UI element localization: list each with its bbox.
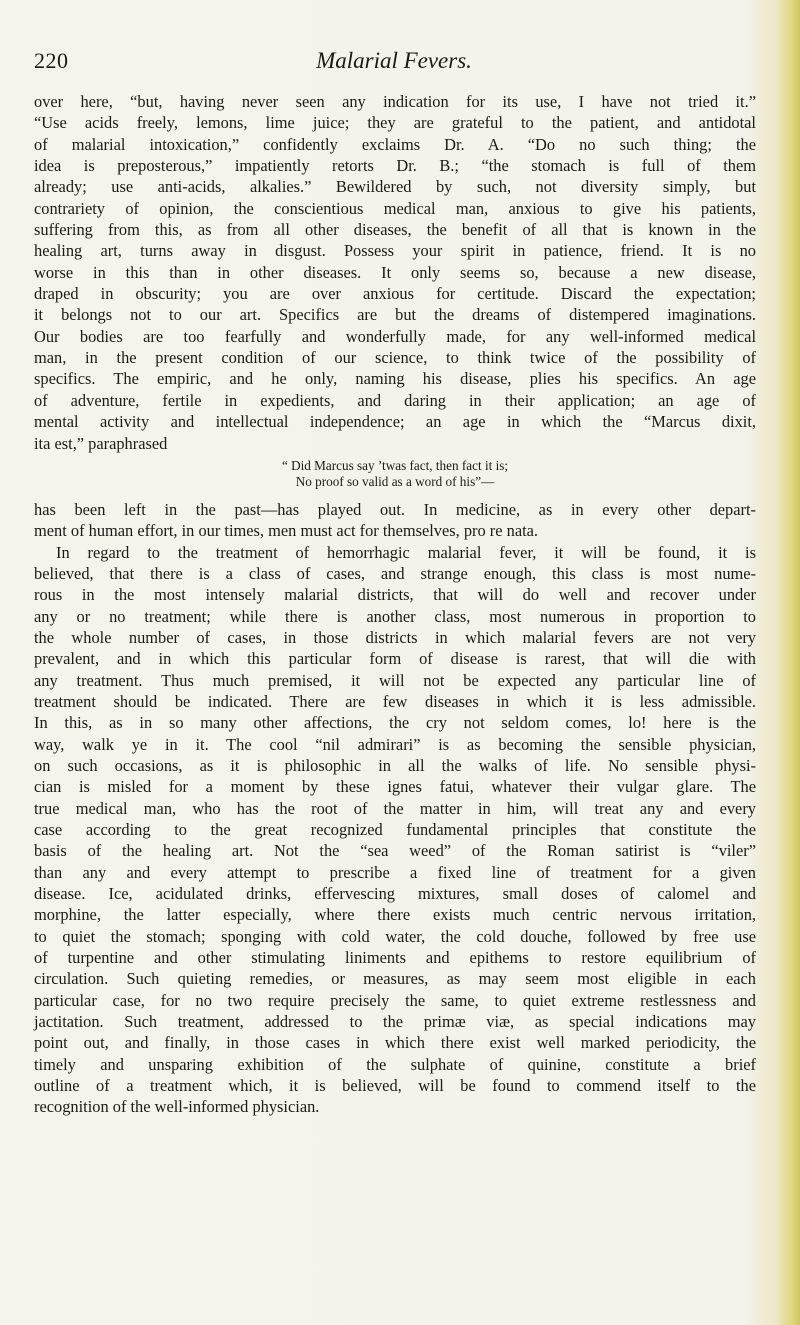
page-body <box>34 91 756 1118</box>
text-line: Our bodies are too fearfully and wonderfully made, for any well-informed medical <box>34 326 756 346</box>
running-title: Malarial Fevers. <box>316 48 472 73</box>
text-line: specifics. The empiric, and he only, naming his disease, plies his specifics. An age <box>34 369 756 389</box>
text-line: timely and unsparing exhibition of the sulphate of quinine, constitute a brief <box>34 1054 756 1074</box>
text-line: mental activity and intellectual independence; an age in which the “Marcus dixit, <box>34 412 756 432</box>
text-line: morphine, the latter especially, where there exists much centric nervous irritation, <box>34 905 756 925</box>
text-line: ment of human effort, in our times, men must act for themselves, pro re nata. <box>34 521 539 541</box>
text-line: rous in the most intensely malarial districts, that will do well and recover under <box>34 585 756 605</box>
text-line: basis of the healing art. Not the “sea weed” of the Roman satirist is “viler” <box>34 841 756 861</box>
page-number: 220 <box>34 48 69 73</box>
text-line: any treatment. Thus much premised, it will not be expected any particular line of <box>34 670 756 690</box>
text-line: already; use anti-acids, alkalies.” Bewildered by such, not diversity simply, but <box>34 177 756 197</box>
text-line: treatment should be indicated. There are few diseases in which it is less admissible. <box>34 691 756 711</box>
text-line: way, walk ye in it. The cool “nil admirari” is as becoming the sensible physician, <box>34 734 756 754</box>
text-line: draped in obscurity; you are over anxious for certitude. Discard the expectation; <box>34 284 756 304</box>
text-line: outline of a treatment which, it is believed, will be found to commend itself to the <box>34 1076 756 1096</box>
text-line: In this, as in so many other affections, the cry not seldom comes, lo! here is the <box>34 713 756 733</box>
paragraph-3 <box>34 542 756 1118</box>
text-line: over here, “but, having never seen any indication for its use, I have not tried it.” <box>34 92 756 111</box>
quote-line: No proof so valid as a word of his”— <box>295 474 495 490</box>
page-header <box>34 48 754 78</box>
text-line: cian is misled for a moment by these ignes fatui, whatever their vulgar glare. The <box>34 777 756 797</box>
text-line: any or no treatment; while there is another class, most numerous in proportion to <box>34 606 756 626</box>
quote-line: “ Did Marcus say ’twas fact, then fact it is; <box>281 457 509 473</box>
text-line: contrariety of opinion, the conscientious medical man, anxious to give his patients, <box>34 198 756 218</box>
paragraph-1 <box>34 91 756 454</box>
text-line: ita est,” paraphrased <box>34 433 168 453</box>
text-line: disease. Ice, acidulated drinks, effervescing mixtures, small doses of calomel and <box>34 884 756 904</box>
text-line: believed, that there is a class of cases, and strange enough, this class is most nume- <box>34 563 756 583</box>
text-line: jactitation. Such treatment, addressed to the primæ viæ, as special indications may <box>34 1012 756 1032</box>
page-edge-shading <box>778 0 800 1325</box>
text-line: suffering from this, as from all other diseases, the benefit of all that is known in the <box>34 220 756 240</box>
text-line: circulation. Such quieting remedies, or measures, as may seem most eligible in each <box>34 969 756 989</box>
paragraph-2 <box>34 499 756 542</box>
text-line: point out, and finally, in those cases in which there exist well marked periodicity, the <box>34 1033 756 1053</box>
text-line: worse in this than in other diseases. It only seems so, because a new disease, <box>34 262 756 282</box>
text-line: of turpentine and other stimulating liniments and epithems to restore equilibrium of <box>34 948 756 968</box>
text-line: on such occasions, as it is philosophic in all the walks of life. No sensible physi- <box>34 755 756 775</box>
text-line: than any and every attempt to prescribe a fixed line of treatment for a given <box>34 862 756 882</box>
text-line: true medical man, who has the root of the matter in him, will treat any and every <box>34 798 756 818</box>
verse-quotation <box>34 458 756 491</box>
text-line: to quiet the stomach; sponging with cold water, the cold douche, followed by free use <box>34 926 756 946</box>
text-line: particular case, for no two require precisely the same, to quiet extreme restlessness and <box>34 990 756 1010</box>
text-line: prevalent, and in which this particular form of disease is rarest, that will die with <box>34 649 756 669</box>
text-line: In regard to the treatment of hemorrhagic malarial fever, it will be found, it is <box>56 542 756 562</box>
text-line: the whole number of cases, in those districts in which malarial fevers are not very <box>34 627 756 647</box>
text-line: has been left in the past—has played out. In medicine, as in every other depart- <box>34 499 756 519</box>
text-line: case according to the great recognized fundamental principles that constitute the <box>34 820 756 839</box>
text-line: man, in the present condition of our science, to think twice of the possibility of <box>34 348 756 368</box>
text-line: healing art, turns away in disgust. Possess your spirit in patience, friend. It is no <box>34 241 756 261</box>
text-line: of adventure, fertile in expedients, and daring in their application; an age of <box>34 390 756 410</box>
text-line: of malarial intoxication,” confidently exclaims Dr. A. “Do no such thing; the <box>34 134 756 154</box>
text-line: it belongs not to our art. Specifics are but the dreams of distempered imaginations. <box>34 305 756 325</box>
text-line: “Use acids freely, lemons, lime juice; they are grateful to the patient, and antidotal <box>34 113 756 133</box>
text-line: recognition of the well-informed physician. <box>34 1097 320 1117</box>
text-line: idea is preposterous,” impatiently retorts Dr. B.; “the stomach is full of them <box>34 156 756 176</box>
